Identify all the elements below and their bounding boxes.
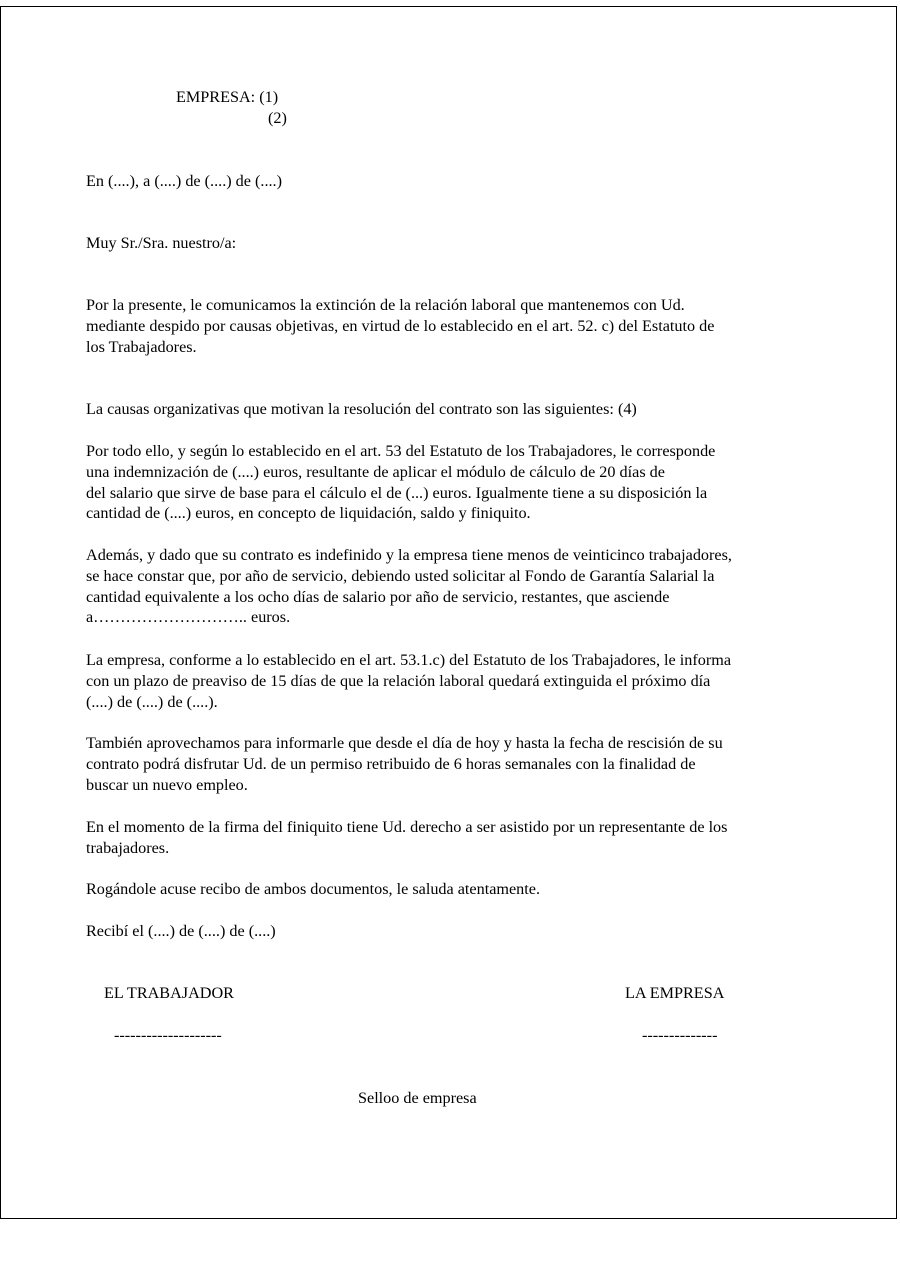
paragraph-line: Rogándole acuse recibo de ambos documentos, le saluda atentamente. [86,880,540,898]
paragraph-line: los Trabajadores. [86,337,197,356]
paragraph-line: cantidad equivalente a los ocho días de salario por año de servicio, restantes, que asciende [86,587,670,606]
paragraph-line: a……………………….. euros. [86,608,291,627]
place-and-date: En (....), a (....) de (....) de (....) [86,172,282,190]
paragraph-paid-leave [86,733,826,795]
company-stamp-label: Selloo de empresa [358,1089,477,1107]
paragraph-line: una indemnización de (....) euros, resultante de aplicar el módulo de cálculo de 20 días de [86,462,665,481]
paragraph-line: trabajadores. [86,838,170,857]
paragraph-line: La empresa, conforme a lo establecido en el art. 53.1.c) del Estatuto de los Trabajadores, le informa [86,651,732,669]
paragraph-wage-guarantee-fund [86,545,826,628]
paragraph-line: La causas organizativas que motivan la resolución del contrato son las siguientes: (4) [86,400,637,418]
paragraph-line: cantidad de (....) euros, en concepto de liquidación, saldo y finiquito. [86,504,531,523]
company-signature-line: -------------- [642,1026,718,1044]
company-header-line-2: (2) [268,109,287,127]
paragraph-line: (....) de (....) de (....). [86,692,218,711]
company-header-line-1: EMPRESA: (1) [176,88,279,106]
worker-signature-label: EL TRABAJADOR [104,984,234,1002]
paragraph-organizational-causes [86,399,826,420]
paragraph-dismissal-notice [86,295,826,357]
paragraph-line: Además, y dado que su contrato es indefinido y la empresa tiene menos de veinticinco trabajadores, [86,546,732,564]
paragraph-representative-right [86,817,826,859]
paragraph-line: También aprovechamos para informarle que desde el día de hoy y hasta la fecha de rescisión de su [86,734,723,752]
salutation: Muy Sr./Sra. nuestro/a: [86,234,237,252]
paragraph-notice-period [86,650,826,712]
paragraph-line: Por todo ello, y según lo establecido en el art. 53 del Estatuto de los Trabajadores, le corresponde [86,442,716,460]
paragraph-indemnity [86,441,826,524]
paragraph-line: Por la presente, le comunicamos la extinción de la relación laboral que mantenemos con Ud. [86,296,685,314]
paragraph-line: contrato podrá disfrutar Ud. de un permiso retribuido de 6 horas semanales con la finalidad de [86,754,696,773]
paragraph-line: del salario que sirve de base para el cálculo el de (...) euros. Igualmente tiene a su disposición la [86,483,708,502]
paragraph-line: se hace constar que, por año de servicio, debiendo usted solicitar al Fondo de Garantía Salarial la [86,566,715,585]
paragraph-received-date [86,921,826,942]
paragraph-line: En el momento de la firma del finiquito tiene Ud. derecho a ser asistido por un representante de los [86,818,728,836]
paragraph-line: buscar un nuevo empleo. [86,775,248,794]
paragraph-line: Recibí el (....) de (....) de (....) [86,922,276,940]
paragraph-closing [86,879,826,900]
paragraph-line: con un plazo de preaviso de 15 días de que la relación laboral quedará extinguida el próximo día [86,671,711,690]
company-signature-label: LA EMPRESA [625,984,725,1002]
paragraph-line: mediante despido por causas objetivas, en virtud de lo establecido en el art. 52. c) del Estatuto de [86,316,715,335]
worker-signature-line: -------------------- [114,1026,222,1044]
